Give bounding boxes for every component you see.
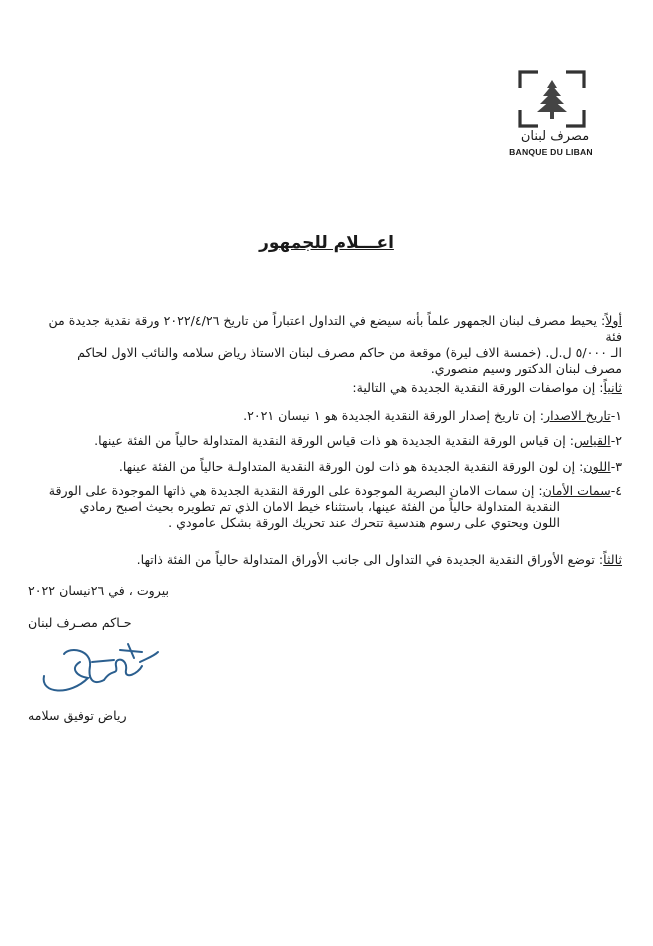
second-intro: ثانياً: إن مواصفات الورقة النقدية الجديدة هي التالية:	[352, 380, 622, 395]
signatory-name: رياض توفيق سلامه	[28, 708, 127, 723]
bdl-logo	[512, 68, 592, 130]
second-label: ثانياً	[603, 380, 622, 395]
spec-item-3: ٣-اللون: إن لون الورقة النقدية الجديدة هو ذات لون الورقة النقدية المتداولـة حالياً من الفئة عينها.	[118, 459, 622, 474]
spec-item-2-label: القياس	[573, 433, 611, 448]
spec-item-4	[28, 483, 622, 531]
cedar-logo-icon	[516, 68, 588, 130]
first-label: أولاً	[605, 313, 622, 328]
spec-item-1: ١-تاريخ الاصدار: إن تاريخ إصدار الورقة النقدية الجديدة هو ١ نيسان ٢٠٢١.	[243, 408, 622, 423]
date-line: بيروت ، في ٢٦نيسان ٢٠٢٢	[28, 583, 170, 598]
first-line-2: الـ ٥/٠٠٠ ل.ل. (خمسة الاف ليرة) موقعة من حاكم مصرف لبنان الاستاذ رياض سلامه والنائب الاول لحاكم	[77, 345, 622, 360]
spec-item-4-line-2: النقدية المتداولة حالياً من الفئة عينها، باستثناء خيط الامان الذي تم تطويره بحيث اصبح رمادي	[79, 499, 560, 514]
spec-item-4-line-1: ٤-سمات الأمان: إن سمات الامان البصرية الموجودة على الورقة النقدية الجديدة هي ذاتها الموجودة على الورقة	[48, 483, 622, 498]
third-label: ثالثاً	[603, 552, 622, 567]
spec-item-4-label: سمات الأمان	[542, 483, 611, 498]
spec-item-2: ٢-القياس: إن قياس الورقة النقدية الجديدة هو ذات قياس الورقة النقدية المتداولة حالياً من الفئة عينها.	[94, 433, 622, 448]
first-paragraph	[28, 313, 622, 377]
first-line-1: أولاً: يحيط مصرف لبنان الجمهور علماً بأنه سيضع في التداول اعتباراً من تاريخ ٢٠٢٢/٤/٢٦ ورقة نقدية جديدة من فئة	[48, 313, 622, 344]
logo-french-text: BANQUE DU LIBAN	[509, 147, 593, 157]
spec-item-3-label: اللون	[583, 459, 611, 474]
third-paragraph: ثالثاً: توضع الأوراق النقدية الجديدة في التداول الى جانب الأوراق المتداولة حالياً من الفئة ذاتها.	[136, 552, 622, 567]
spec-item-4-line-3: اللون ويحتوي على رسوم هندسية تتحرك عند تحريك الورقة بشكل عامودي .	[168, 515, 560, 530]
logo-arabic-text: مصرف لبنان	[520, 129, 590, 144]
first-line-3: مصرف لبنان الدكتور وسيم منصوري.	[430, 361, 622, 376]
page-title: اعـــلام للجمهور	[259, 233, 394, 253]
spec-item-1-label: تاريخ الاصدار	[544, 408, 611, 423]
signatory-role: حـاكم مصـرف لبنان	[28, 615, 132, 630]
signature-scribble	[30, 632, 170, 702]
